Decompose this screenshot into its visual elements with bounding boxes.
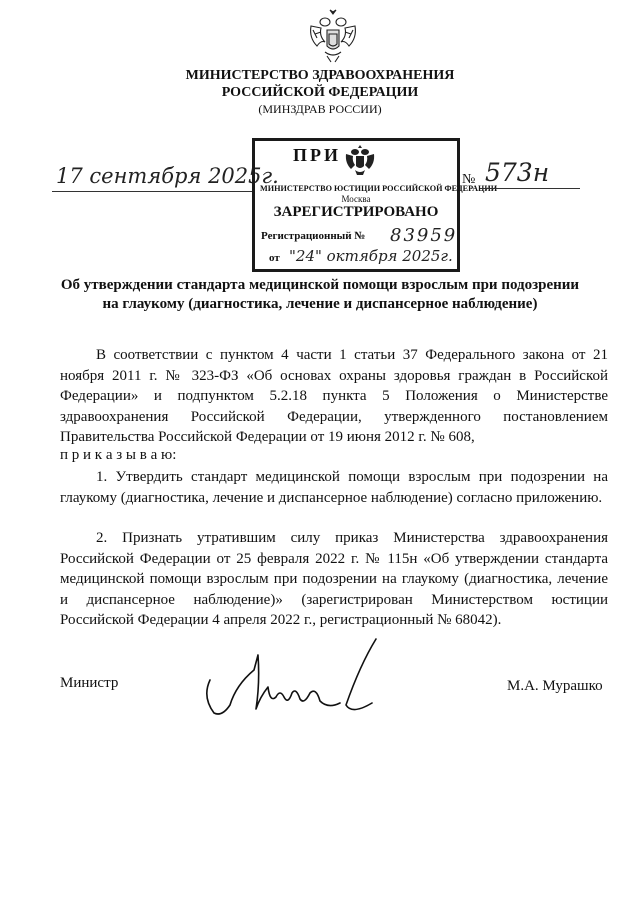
- ministry-short-name: (МИНЗДРАВ РОССИИ): [258, 102, 382, 116]
- stamp-reg-number: 83959: [390, 225, 458, 246]
- order-number-handwritten: 573н: [485, 158, 550, 187]
- stamp-date-handwritten: "24" октября 2025г.: [289, 247, 453, 265]
- signatory-name: М.А. Мурашко: [507, 678, 603, 694]
- signatory-position: Министр: [60, 675, 119, 691]
- document-title-line2: на глаукому (диагностика, лечение и диспансерное наблюдение): [102, 296, 538, 312]
- order-type-partial: ПРИ: [293, 145, 341, 165]
- order-number-sign: №: [462, 172, 476, 187]
- document-title-line1: Об утверждении стандарта медицинской помощи взрослым при подозрении: [60, 277, 580, 293]
- stamp-eagle-icon: [343, 143, 377, 177]
- ministry-name-line1: МИНИСТЕРСТВО ЗДРАВООХРАНЕНИЯ: [185, 68, 455, 83]
- registration-stamp: [252, 138, 498, 272]
- stamp-status: ЗАРЕГИСТРИРОВАНО: [273, 204, 439, 220]
- order-word: п р и к а з ы в а ю:: [60, 447, 177, 463]
- preamble-paragraph: В соответствии с пунктом 4 части 1 статьи 37 Федерального закона от 21 ноября 2011 г. № 323-ФЗ «Об основах охраны здоровья граждан в Российской Федерации» и подпунктом 5.2.18 пункта 5 Положения о Министерстве здравоохранения Российской Федерации, утвержденного постановлением Правительства Российской Федерации от 19 июня 2012 г. № 608,: [60, 347, 608, 445]
- order-item-2: 2. Признать утратившим силу приказ Министерства здравоохранения Российской Федерации от 25 февраля 2022 г. № 115н «Об утверждении стандарта медицинской помощи взрослым при подозрении на глаукому (диагностика, лечение и диспансерное наблюдение)» (зарегистрирован Министерством юстиции Российской Федерации 4 апреля 2022 г., регистрационный № 68042).: [60, 530, 608, 628]
- stamp-date-prefix: от: [269, 252, 280, 264]
- date-underline: [52, 191, 252, 192]
- coat-of-arms-emblem: [305, 8, 361, 66]
- stamp-reg-label: Регистрационный №: [261, 230, 366, 242]
- order-date-handwritten: 17 сентября 2025г.: [56, 164, 279, 188]
- order-item-1: 1. Утвердить стандарт медицинской помощи взрослым при подозрении на глаукому (диагностика, лечение и диспансерное наблюдение) согласно приложению.: [60, 469, 608, 506]
- handwritten-signature: [200, 625, 390, 720]
- stamp-city: Москва: [341, 194, 371, 204]
- ministry-name-line2: РОССИЙСКОЙ ФЕДЕРАЦИИ: [221, 85, 419, 100]
- stamp-agency: МИНИСТЕРСТВО ЮСТИЦИИ РОССИЙСКОЙ ФЕДЕРАЦИИ: [260, 184, 498, 193]
- number-underline: [480, 188, 580, 189]
